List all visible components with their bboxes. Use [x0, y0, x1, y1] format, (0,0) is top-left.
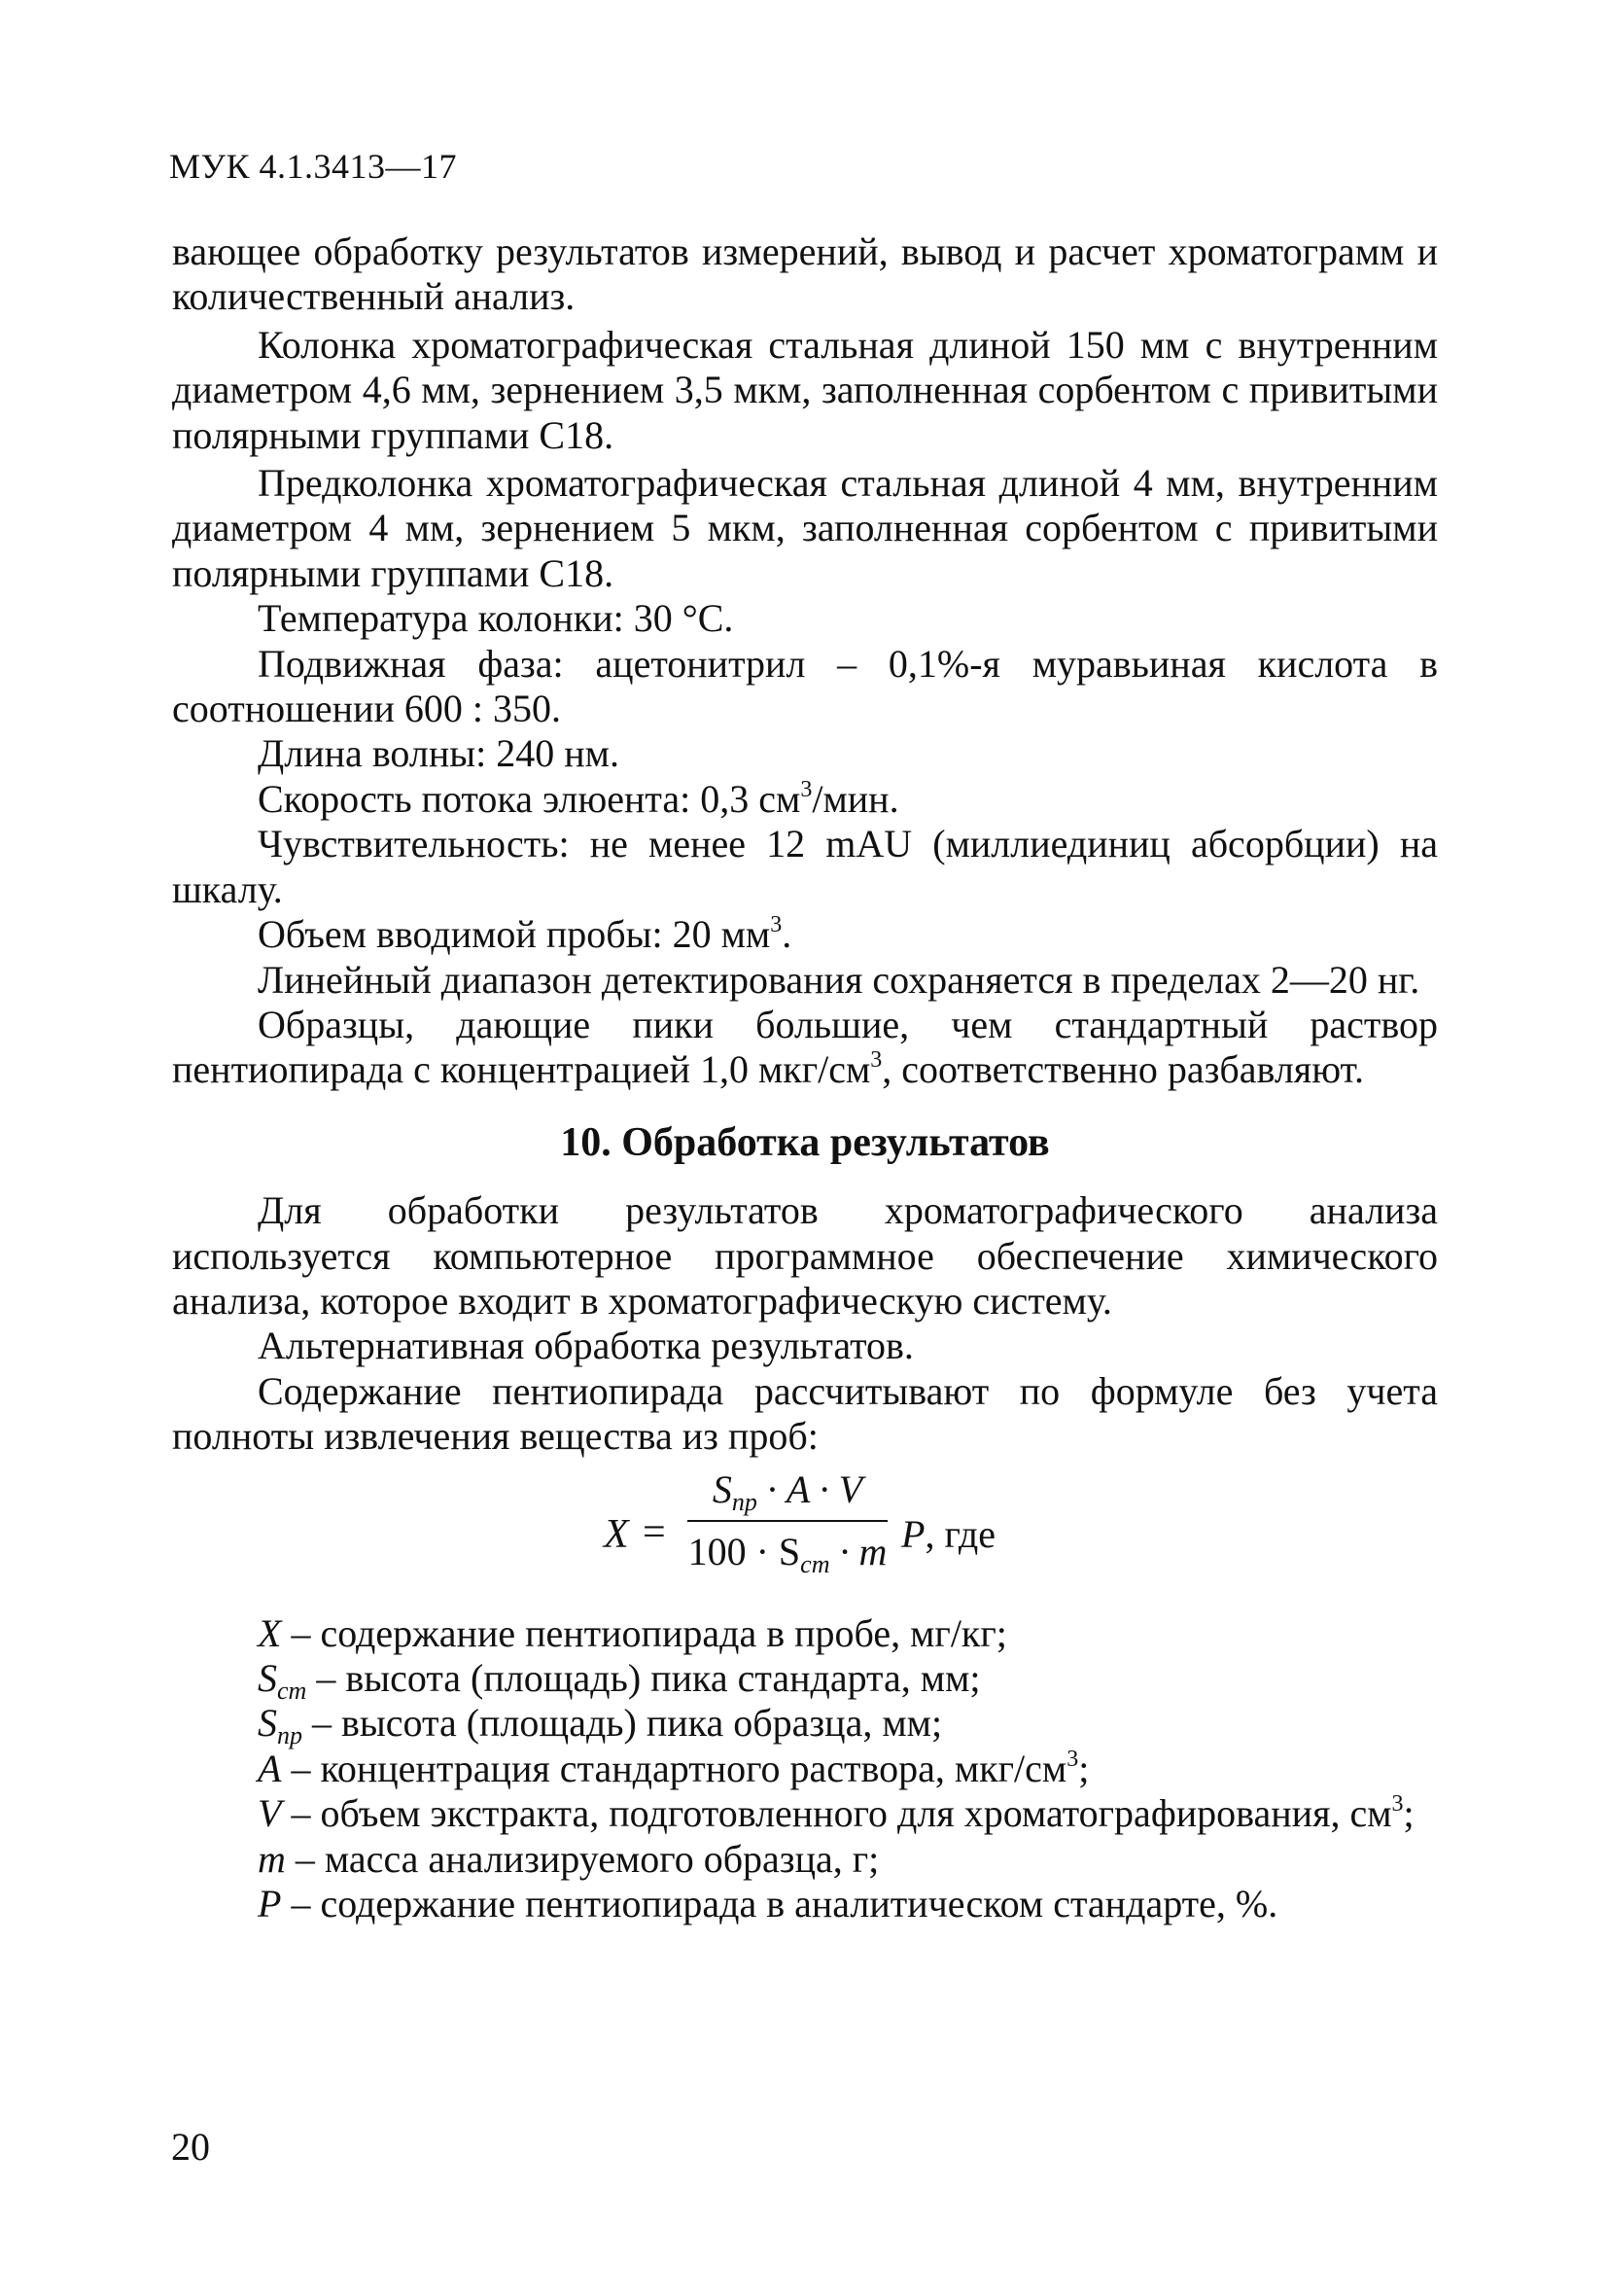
document-code-header: МУК 4.1.3413—17 [169, 147, 458, 186]
legend-x-var: X [258, 1610, 282, 1655]
legend-s-st [172, 1655, 1438, 1705]
paragraph-column: Колонка хроматографическая стальная длиной 150 мм с внутренним диаметром 4,6 мм, зернением 3,5 мкм, заполненная сорбентом с привитыми полярными группами С18. [172, 322, 1438, 457]
legend-x-text: – содержание пентиопирада в пробе, мг/кг; [281, 1610, 1007, 1655]
injection-volume-text: Объем вводимой пробы: 20 мм [258, 912, 771, 957]
legend-p [172, 1882, 1438, 1926]
formula [172, 1466, 1438, 1602]
flow-rate-end: /мин. [812, 776, 899, 821]
numerator-s: S [712, 1466, 732, 1511]
numerator-sub: пр [731, 1487, 757, 1516]
formula-fraction [687, 1466, 888, 1576]
formula-after [901, 1512, 996, 1557]
legend-s-pr-sub: пр [277, 1721, 302, 1750]
legend-s-st-sub: ст [277, 1676, 307, 1705]
legend-p-var: P [258, 1882, 282, 1925]
formula-denominator [687, 1528, 888, 1576]
paragraph-linear-range: Линейный диапазон детектирования сохраняется в пределах 2—20 нг. [258, 957, 1420, 1002]
legend-s-st-text: – высота (площадь) пика стандарта, мм; [306, 1655, 981, 1700]
legend-m-var: m [258, 1836, 286, 1881]
flow-rate-sup: 3 [800, 776, 813, 802]
denominator-pre: 100 · S [687, 1529, 801, 1573]
legend-s-pr-var: S [258, 1701, 277, 1746]
legend-v-sup: 3 [1391, 1791, 1404, 1818]
dilution-sup: 3 [870, 1047, 883, 1074]
legend-v-end: ; [1403, 1791, 1415, 1836]
paragraph-mobile-phase: Подвижная фаза: ацетонитрил – 0,1%-я муравьиная кислота в соотношении 600 : 350. [172, 641, 1438, 731]
paragraph-injection-volume [172, 912, 1438, 957]
legend-s-pr-text: – высота (площадь) пика образца, мм; [302, 1701, 943, 1746]
formula-where: , где [925, 1511, 996, 1556]
legend-v-text: – объем экстракта, подготовленного для хроматографирования, см [281, 1791, 1392, 1836]
paragraph-formula-intro: Содержание пентиопирада рассчитывают по формуле без учета полноты извлечения вещества из проб: [172, 1368, 1438, 1459]
paragraph-sensitivity: Чувствительность: не менее 12 mAU (миллиединиц абсорбции) на шкалу. [172, 822, 1438, 911]
page-body [172, 230, 1438, 1926]
section-heading: 10. Обработка результатов [560, 1119, 1050, 1165]
legend-x [172, 1611, 1438, 1656]
denominator-rest: · m [829, 1529, 888, 1573]
paragraph-continuation: вающее обработку результатов измерений, вывод и расчет хроматограмм и количественный анализ. [172, 230, 1438, 319]
legend-s-st-var: S [258, 1655, 277, 1700]
legend-a-text: – концентрация стандартного раствора, мкг/см [281, 1746, 1067, 1790]
formula-numerator [687, 1466, 888, 1514]
dilution-text: Образцы, дающие пики большие, чем стандартный раствор пентиопирада с концентрацией 1,0 мкг/см [172, 1002, 1438, 1092]
paragraph-alternative: Альтернативная обработка результатов. [258, 1324, 914, 1368]
paragraph-column-temperature: Температура колонки: 30 °С. [258, 596, 734, 641]
paragraph-precolumn: Предколонка хроматографическая стальная длиной 4 мм, внутренним диаметром 4 мм, зернением 5 мкм, заполненная сорбентом с привитыми полярными группами С18. [172, 461, 1438, 595]
legend-s-pr [172, 1701, 1438, 1750]
paragraph-flow-rate [172, 777, 1438, 822]
legend-v-var: V [258, 1791, 282, 1836]
formula-lhs: X [604, 1511, 629, 1557]
injection-volume-end: . [782, 912, 792, 957]
legend-m [172, 1837, 1438, 1882]
formula-p: P [901, 1511, 926, 1556]
injection-volume-sup: 3 [770, 912, 783, 938]
numerator-rest: · A · V [756, 1466, 863, 1511]
paragraph-wavelength: Длина волны: 240 нм. [258, 731, 619, 776]
legend-a [172, 1747, 1438, 1791]
legend-a-end: ; [1078, 1746, 1090, 1790]
paragraph-software: Для обработки результатов хроматографического анализа используется компьютерное программное обеспечение химического анализа, которое входит в хроматографическую систему. [172, 1188, 1438, 1323]
formula-equals: = [643, 1509, 666, 1555]
legend-a-sup: 3 [1066, 1746, 1079, 1772]
legend-v [172, 1791, 1438, 1836]
variable-legend [172, 1611, 1438, 1927]
denominator-sub: ст [800, 1549, 830, 1578]
fraction-bar [687, 1520, 888, 1522]
flow-rate-text: Скорость потока элюента: 0,3 см [258, 776, 801, 821]
paragraph-dilution [172, 1003, 1438, 1093]
legend-a-var: A [258, 1746, 282, 1790]
page-number: 20 [171, 2125, 210, 2169]
legend-m-text: – масса анализируемого образца, г; [285, 1836, 880, 1881]
dilution-end: , соответственно разбавляют. [882, 1047, 1365, 1092]
legend-p-text: – содержание пентиопирада в аналитическом стандарте, %. [281, 1882, 1278, 1925]
